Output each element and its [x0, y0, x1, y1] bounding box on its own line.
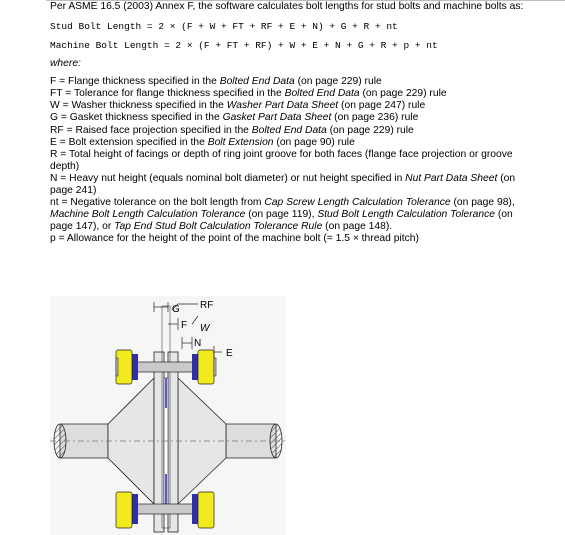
- bottom-right-nut: [198, 492, 214, 528]
- link-bolt-extension[interactable]: Bolt Extension: [207, 136, 274, 148]
- link-gasket-part-data-sheet[interactable]: Gasket Part Data Sheet: [222, 112, 332, 124]
- bottom-right-washer: [192, 494, 198, 524]
- label-f: F: [181, 320, 188, 331]
- gasket-top: [165, 378, 167, 408]
- label-n: N: [194, 338, 202, 349]
- link-bolted-end-data[interactable]: Bolted End Data: [219, 76, 295, 88]
- machine-bolt-formula: Machine Bolt Length = 2 × (F + FT + RF) + W + E + N + G + R + p + nt: [50, 40, 438, 52]
- top-bolt-left-end: [116, 358, 118, 376]
- label-w: W: [200, 323, 210, 334]
- top-left-nut: [116, 350, 132, 384]
- gasket-bottom: [165, 474, 167, 504]
- where-label: where:: [50, 58, 81, 70]
- top-right-washer: [192, 354, 198, 380]
- link-nut-part-data-sheet[interactable]: Nut Part Data Sheet: [405, 172, 498, 184]
- stud-bolt-formula: Stud Bolt Length = 2 × (F + W + FT + RF + E + N) + G + R + nt: [50, 21, 398, 33]
- label-e: E: [226, 348, 233, 359]
- intro-paragraph: Per ASME 16.5 (2003) Annex F, the software calculates bolt lengths for stud bolts and machine bolts as:: [50, 1, 524, 12]
- link-cap-screw-tolerance[interactable]: Cap Screw Length Calculation Tolerance: [264, 197, 451, 209]
- bottom-left-nut: [116, 492, 132, 528]
- top-left-washer: [132, 354, 138, 380]
- bolted-flange-diagram: [50, 296, 286, 535]
- link-machine-bolt-tolerance[interactable]: Machine Bolt Length Calculation Tolerance: [50, 209, 246, 221]
- link-bolted-end-data[interactable]: Bolted End Data: [251, 124, 327, 136]
- bottom-left-washer: [132, 494, 138, 524]
- definitions-list: [50, 76, 528, 245]
- link-washer-part-data-sheet[interactable]: Washer Part Data Sheet: [226, 100, 339, 112]
- flange-assembly-svg: [50, 296, 286, 535]
- def-r: R = Total height of facings or depth of ring joint groove for both faces (flange face projection or groove depth): [50, 148, 513, 172]
- def-p: p = Allowance for the height of the point of the machine bolt (= 1.5 × thread pitch): [50, 233, 419, 245]
- def-n: N = Heavy nut height (equals nominal bolt diameter) or nut height specified in Nut Part Data Sheet (on page 241): [50, 172, 516, 197]
- def-f: F = Flange thickness specified in the Bolted End Data (on page 229) rule: [50, 76, 382, 88]
- label-rf: RF: [200, 300, 214, 311]
- def-g: G = Gasket thickness specified in the Gasket Part Data Sheet (on page 236) rule: [50, 112, 419, 124]
- def-e: E = Bolt extension specified in the Bolt Extension (on page 90) rule: [50, 136, 355, 148]
- link-tap-end-stud-tolerance[interactable]: Tap End Stud Bolt Calculation Tolerance Rule: [114, 221, 323, 233]
- def-ft: FT = Tolerance for flange thickness specified in the Bolted End Data (on page 229) rule: [50, 88, 447, 100]
- top-bolt-right-end: [214, 358, 216, 376]
- def-nt: nt = Negative tolerance on the bolt length from Cap Screw Length Calculation Tolerance (on page 98), Machine Bolt Length Calculation Tolerance (on page 119), Stud Bolt Length Calculation Tolerance (on page 147), or Tap End Stud Bolt Calculation Tolerance Rule (on page 148).: [50, 197, 515, 233]
- document-body: [50, 1, 528, 246]
- label-g: G: [172, 304, 180, 315]
- def-w: W = Washer thickness specified in the Washer Part Data Sheet (on page 247) rule: [50, 100, 426, 112]
- def-rf: RF = Raised face projection specified in the Bolted End Data (on page 229) rule: [50, 124, 414, 136]
- top-right-nut: [198, 350, 214, 384]
- link-bolted-end-data[interactable]: Bolted End Data: [284, 88, 360, 100]
- link-stud-bolt-tolerance[interactable]: Stud Bolt Length Calculation Tolerance: [317, 209, 495, 221]
